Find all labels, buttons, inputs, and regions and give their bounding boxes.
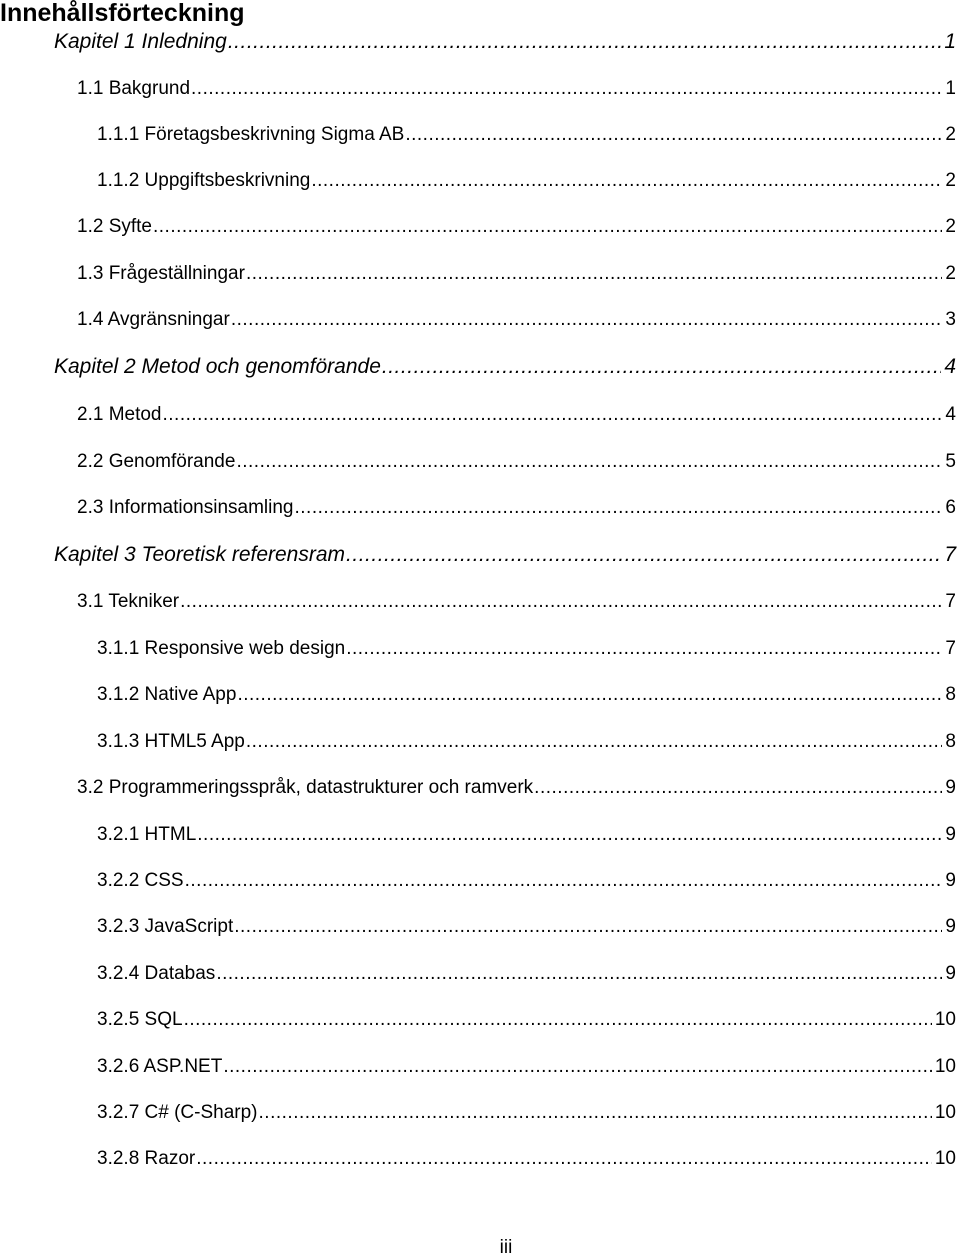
toc-entry-section[interactable] xyxy=(77,397,956,427)
toc-entry-title: 3.2.1 HTML xyxy=(97,824,197,845)
dot-leader xyxy=(180,590,942,614)
toc-entry-subsection[interactable] xyxy=(97,1095,956,1125)
dot-leader xyxy=(234,915,942,939)
toc-entry-page: 10 xyxy=(934,1009,956,1030)
dot-leader xyxy=(197,823,942,847)
toc-entry-subsection[interactable] xyxy=(97,956,956,986)
toc-entry-title: 3.1.3 HTML5 App xyxy=(97,731,245,752)
toc-entry-title: 2.1 Metod xyxy=(77,404,162,425)
toc-entry-title: 3.2.7 C# (C-Sharp) xyxy=(97,1102,258,1123)
dot-leader xyxy=(534,776,942,800)
dot-leader xyxy=(311,169,942,193)
toc-entry-title: 2.3 Informationsinsamling xyxy=(77,497,294,518)
toc-entry-page: 2 xyxy=(945,263,956,284)
toc-entry-title: 3.2.3 JavaScript xyxy=(97,916,234,937)
dot-leader xyxy=(346,543,941,567)
toc-entry-chapter-2[interactable] xyxy=(54,349,956,379)
toc-entry-page: 10 xyxy=(934,1056,956,1077)
toc-entry-section[interactable] xyxy=(77,444,956,474)
toc-entry-title: Kapitel 3 Teoretisk referensram xyxy=(54,543,346,566)
toc-entry-title: 3.1.1 Responsive web design xyxy=(97,638,346,659)
toc-entry-title: 3.2.6 ASP.NET xyxy=(97,1056,223,1077)
toc-entry-section[interactable] xyxy=(77,584,956,614)
dot-leader xyxy=(216,962,942,986)
toc-entry-subsection[interactable] xyxy=(97,724,956,754)
dot-leader xyxy=(236,450,942,474)
dot-leader xyxy=(405,123,942,147)
toc-entry-section[interactable] xyxy=(77,71,956,101)
toc-entry-subsection[interactable] xyxy=(97,631,956,661)
toc-entry-subsection[interactable] xyxy=(97,117,956,147)
toc-entry-subsection[interactable] xyxy=(97,1141,956,1171)
toc-entry-section[interactable] xyxy=(77,770,956,800)
toc-entry-subsection[interactable] xyxy=(97,817,956,847)
toc-entry-title: Kapitel 1 Inledning xyxy=(54,30,227,53)
toc-entry-title: Kapitel 2 Metod och genomförande xyxy=(54,355,381,378)
dot-leader xyxy=(191,77,942,101)
toc-entry-chapter-3[interactable] xyxy=(54,537,956,567)
toc-entry-page: 8 xyxy=(945,684,956,705)
toc-entry-section[interactable] xyxy=(77,490,956,520)
toc-entry-section[interactable] xyxy=(77,256,956,286)
dot-leader xyxy=(346,637,942,661)
toc-entry-subsection[interactable] xyxy=(97,163,956,193)
toc-entry-page: 4 xyxy=(944,355,956,378)
toc-entry-subsection[interactable] xyxy=(97,909,956,939)
page-number: iii xyxy=(499,1237,513,1258)
dot-leader xyxy=(295,496,943,520)
dot-leader xyxy=(259,1101,932,1125)
toc-entry-page: 2 xyxy=(945,124,956,145)
toc-heading: Innehållsförteckning xyxy=(0,0,245,27)
toc-entry-chapter-1[interactable] xyxy=(54,24,956,54)
toc-entry-page: 9 xyxy=(945,963,956,984)
toc-entry-page: 9 xyxy=(945,916,956,937)
toc-entry-page: 2 xyxy=(945,170,956,191)
toc-entry-section[interactable] xyxy=(77,209,956,239)
dot-leader xyxy=(237,683,942,707)
toc-entry-page: 10 xyxy=(934,1148,956,1169)
toc-entry-page: 2 xyxy=(945,216,956,237)
dot-leader xyxy=(246,262,942,286)
dot-leader xyxy=(246,730,943,754)
dot-leader xyxy=(163,403,943,427)
dot-leader xyxy=(184,1008,932,1032)
dot-leader xyxy=(228,30,942,54)
toc-entry-page: 5 xyxy=(945,451,956,472)
toc-entry-title: 1.4 Avgränsningar xyxy=(77,309,230,330)
toc-entry-page: 9 xyxy=(945,870,956,891)
toc-entry-title: 1.1.1 Företagsbeskrivning Sigma AB xyxy=(97,124,405,145)
toc-entry-subsection[interactable] xyxy=(97,1049,956,1079)
toc-entry-title: 1.1.2 Uppgiftsbeskrivning xyxy=(97,170,311,191)
toc-entry-page: 10 xyxy=(934,1102,956,1123)
toc-entry-subsection[interactable] xyxy=(97,1002,956,1032)
dot-leader xyxy=(382,355,941,379)
dot-leader xyxy=(231,308,943,332)
toc-entry-title: 1.2 Syfte xyxy=(77,216,152,237)
dot-leader xyxy=(185,869,943,893)
dot-leader xyxy=(153,215,942,239)
toc-entry-page: 7 xyxy=(944,543,956,566)
toc-entry-title: 3.2.2 CSS xyxy=(97,870,184,891)
toc-entry-page: 8 xyxy=(945,731,956,752)
toc-entry-page: 9 xyxy=(945,777,956,798)
toc-entry-title: 3.2.5 SQL xyxy=(97,1009,183,1030)
toc-entry-title: 2.2 Genomförande xyxy=(77,451,236,472)
toc-entry-title: 1.1 Bakgrund xyxy=(77,78,191,99)
toc-entry-page: 4 xyxy=(945,404,956,425)
toc-entry-page: 7 xyxy=(945,591,956,612)
toc-entry-subsection[interactable] xyxy=(97,863,956,893)
toc-entry-page: 3 xyxy=(945,309,956,330)
toc-entry-subsection[interactable] xyxy=(97,677,956,707)
toc-entry-title: 3.1.2 Native App xyxy=(97,684,237,705)
dot-leader xyxy=(223,1055,932,1079)
dot-leader xyxy=(196,1147,932,1171)
toc-entry-section[interactable] xyxy=(77,302,956,332)
toc-entry-page: 9 xyxy=(945,824,956,845)
toc-entry-page: 7 xyxy=(945,638,956,659)
toc-entry-title: 3.2.4 Databas xyxy=(97,963,216,984)
toc-entry-title: 3.2.8 Razor xyxy=(97,1148,196,1169)
toc-entry-page: 6 xyxy=(945,497,956,518)
toc-entry-title: 3.2 Programmeringsspråk, datastrukturer och ramverk xyxy=(77,777,534,798)
toc-entry-title: 1.3 Frågeställningar xyxy=(77,263,245,284)
toc-entry-page: 1 xyxy=(945,78,956,99)
toc-entry-page: 1 xyxy=(944,30,956,53)
toc-entry-title: 3.1 Tekniker xyxy=(77,591,180,612)
